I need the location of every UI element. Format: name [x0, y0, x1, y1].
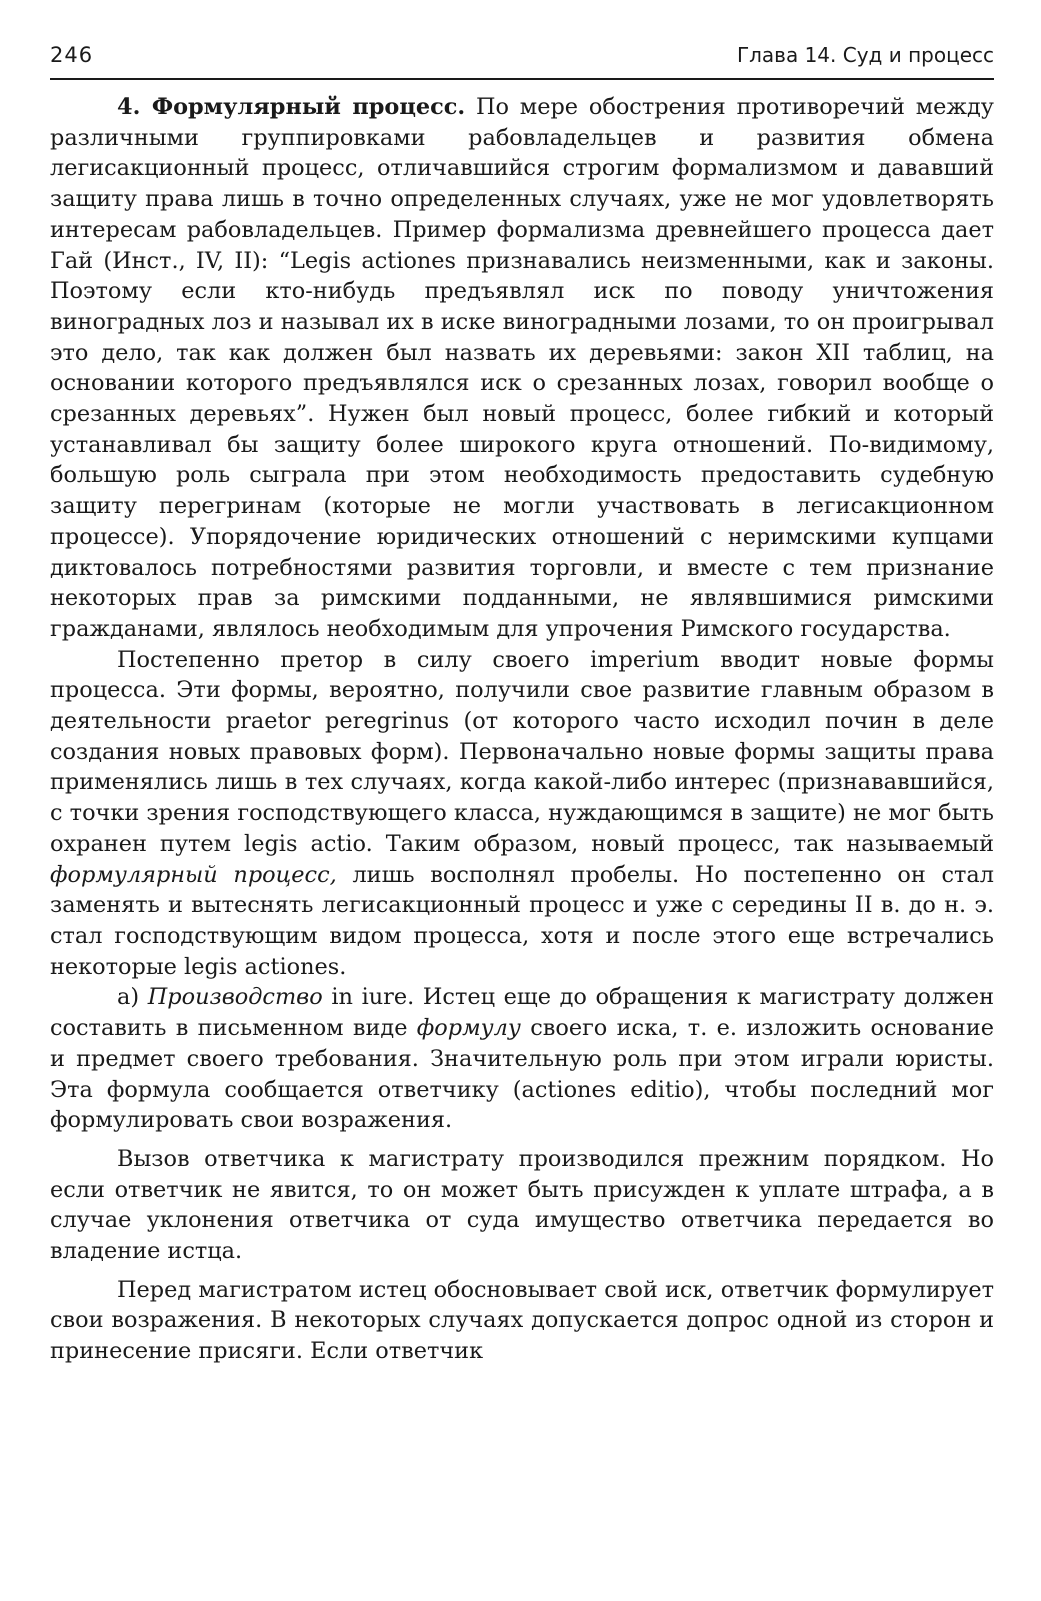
- paragraph-praetor: [50, 645, 994, 983]
- paragraph-text: По мере обострения противоречий между различными группировками рабовладельцев и развития обмена легисакционный процесс, отличавшийся строгим формализмом и дававший защиту права лишь в точно определенных случаях, уже не мог удовлетворять интересам рабовладельцев. Пример формализма древнейшего процесса дает Гай (Инст., IV, II): “Legis actiones признавались неизменными, как и законы. Поэтому если кто-нибудь предъявлял иск по поводу уничтожения виноградных лоз и называл их в иске виноградными лозами, то он проигрывал это дело, так как должен был назвать их деревьями: закон XII таблиц, на основании которого предъявлялся иск о срезанных лозах, говорил вообще о срезанных деревьях”. Нужен был новый процесс, более гибкий и который устанавливал бы защиту более широкого круга отношений. По-видимому, большую роль сыграла при этом необходимость предоставить судебную защиту перегринам (которые не могли участвовать в легисакционном процессе). Упорядочение юридических отношений с неримскими купцами диктовалось потребностями развития торговли, и вместе с тем признание некоторых прав за римскими подданными, не являвшимися римскими гражданами, являлось необходимым для упрочения Римского государства.: [50, 94, 994, 642]
- body-text: [50, 92, 994, 1367]
- paragraph-summons: [50, 1144, 994, 1267]
- running-title: Глава 14. Суд и процесс: [736, 43, 994, 67]
- paragraph-text: своего иска, т. е. изложить основание и предмет своего требования. Значительную роль при этом играли юристы. Эта формула сообщается ответчику (actiones editio), чтобы последний мог формулировать свои возражения.: [50, 1015, 994, 1134]
- paragraph-text: in iure. Истец еще до обращения к магистрату должен составить в письменном виде: [50, 984, 994, 1042]
- italic-term: формулярный процесс,: [50, 861, 337, 888]
- list-marker: а): [117, 984, 148, 1011]
- page-number: 246: [50, 43, 94, 67]
- book-page: [50, 40, 994, 1367]
- paragraph-magistrate: [50, 1275, 994, 1367]
- paragraph-text: лишь восполнял пробелы. Но постепенно он стал заменять и вытеснять легисакционный процесс и уже с середины II в. до н. э. стал господствующим видом процесса, хотя и после этого еще встречались некоторые legis actiones.: [50, 861, 995, 980]
- italic-term: формулу: [416, 1015, 521, 1042]
- paragraph-in-iure: [50, 982, 994, 1136]
- page-header: [50, 40, 994, 80]
- section-heading: 4. Формулярный процесс.: [117, 94, 466, 120]
- paragraph-text: Перед магистратом истец обосновывает свой иск, ответчик формулирует свои возражения. В некоторых случаях допускается допрос одной из сторон и принесение присяги. Если ответчик: [50, 1276, 994, 1365]
- paragraph-text: Постепенно претор в силу своего imperium вводит новые формы процесса. Эти формы, вероятно, получили свое развитие главным образом в деятельности praetor peregrinus (от которого часто исходил почин в деле создания новых правовых форм). Первоначально новые формы защиты права применялись лишь в тех случаях, когда какой-либо интерес (признававшийся, с точки зрения господствующего класса, нуждающимся в защите) не мог быть охранен путем legis actio. Таким образом, новый процесс, так называемый: [50, 646, 994, 857]
- paragraph-text: Вызов ответчика к магистрату производился прежним порядком. Но если ответчик не явится, то он может быть присужден к уплате штрафа, а в случае уклонения ответчика от суда имущество ответчика передается во владение истца.: [50, 1145, 994, 1265]
- italic-term: Производство: [147, 984, 323, 1011]
- paragraph-section-4: [50, 92, 994, 645]
